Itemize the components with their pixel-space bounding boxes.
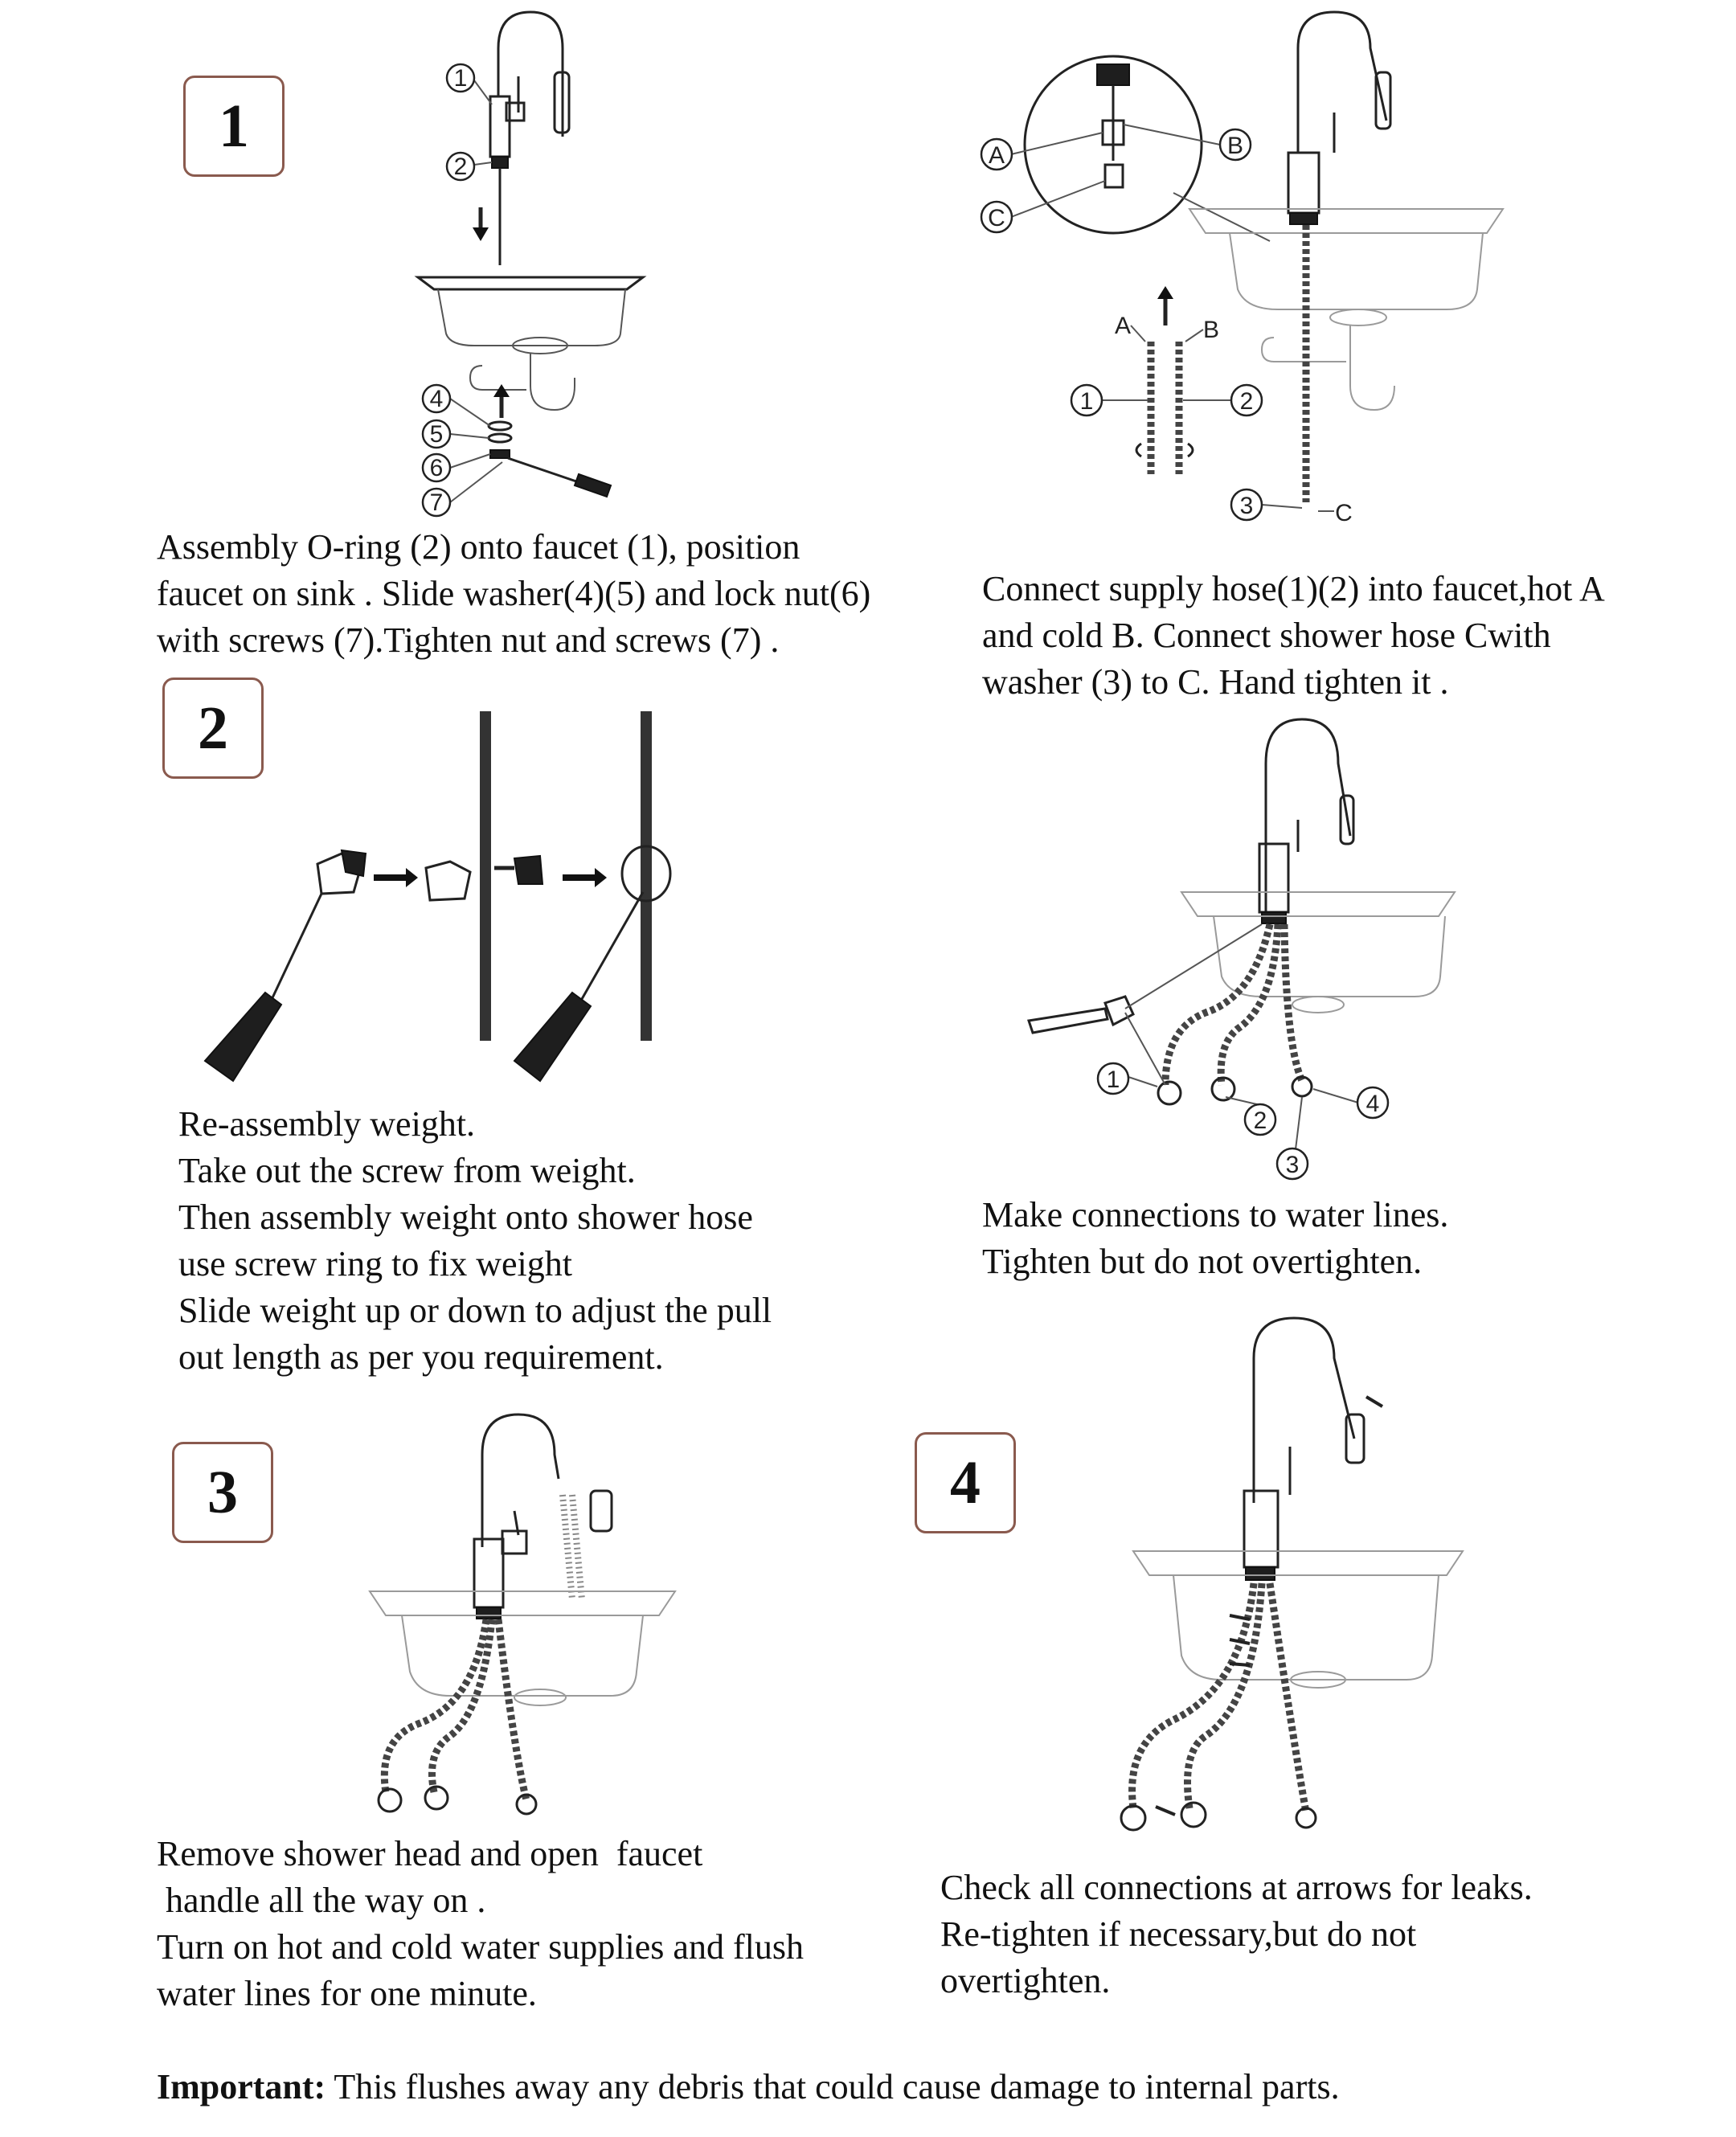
instruction-line: Make connections to water lines. (982, 1195, 1449, 1234)
instruction-line: out length as per you requirement. (178, 1337, 664, 1377)
callout-1: 1 (1079, 388, 1094, 415)
handle-base (502, 1531, 526, 1554)
p-trap (1350, 325, 1394, 410)
screwdriver-shaft-2 (579, 892, 643, 1005)
hose-segment-2 (641, 711, 652, 1041)
step-2-instructions (178, 1101, 772, 1381)
callout-1: 1 (1106, 1066, 1120, 1093)
step-4-instructions (940, 1865, 1533, 2004)
arrow-head (473, 227, 489, 241)
wrench-leader (1125, 924, 1262, 1009)
step-number: 4 (950, 1448, 981, 1517)
p-trap (530, 354, 575, 410)
instruction-line: Take out the screw from weight. (178, 1151, 636, 1190)
instruction-line: Remove shower head and open faucet (157, 1834, 703, 1873)
faucet-spout (1266, 719, 1350, 916)
arrow-spray (1366, 1397, 1382, 1406)
shower-hose (1270, 1583, 1306, 1812)
instruction-line: Connect supply hose(1)(2) into faucet,hot A (982, 569, 1605, 608)
valve-hot (379, 1789, 401, 1812)
callout-2: 2 (1253, 1107, 1267, 1134)
valve-cold (1181, 1803, 1206, 1827)
step-number: 1 (219, 92, 249, 160)
important-text: This flushes away any debris that could cause damage to internal parts. (326, 2067, 1340, 2106)
valve-hot (1158, 1082, 1181, 1104)
mount-nut (477, 1607, 501, 1619)
screwdriver-handle-2 (514, 993, 591, 1081)
instruction-line: Check all connections at arrows for leaks. (940, 1868, 1533, 1907)
hose-cold (1221, 924, 1278, 1085)
callout-3: 3 (1285, 1152, 1300, 1178)
instruction-line: faucet on sink . Slide washer(4)(5) and lock nut(6) (157, 574, 871, 613)
important-label: Important: (157, 2067, 326, 2106)
illustration-step-1 (418, 12, 643, 516)
illustration-supply-hoses (981, 12, 1503, 526)
weight-cap-2 (514, 856, 542, 884)
callout-1: 1 (453, 65, 468, 92)
sink-bowl (1214, 916, 1445, 997)
illustration-step-2 (205, 711, 670, 1081)
callout-7: 7 (429, 489, 444, 516)
callout-4: 4 (1365, 1091, 1380, 1117)
faucet-spout (1298, 12, 1386, 153)
hose-label-c: C (1335, 500, 1353, 526)
washer-5 (489, 434, 511, 442)
shower-hose (498, 1619, 526, 1800)
drain (1292, 997, 1344, 1013)
arrow-right-2 (563, 868, 607, 887)
callout-a: A (988, 142, 1005, 169)
important-note (157, 2064, 1340, 2110)
callout-3: 3 (1239, 493, 1254, 519)
mount-nut (1290, 213, 1317, 224)
sink-rim (370, 1591, 675, 1615)
weight (1296, 1808, 1316, 1828)
screwdriver-shaft-1 (269, 894, 321, 1005)
sink-rim (1189, 209, 1503, 233)
drain-pipe (470, 366, 526, 390)
callouts-water-connections (1098, 1063, 1388, 1179)
sink-rim (1181, 892, 1455, 916)
sink-bowl (402, 1615, 643, 1696)
detail-connector (1105, 165, 1123, 187)
faucet-spout (482, 1414, 559, 1547)
water-stream (563, 1495, 582, 1599)
rotate-arrows (1136, 444, 1193, 456)
hose-label-b: B (1202, 317, 1220, 343)
callouts-supply-hoses (981, 125, 1302, 520)
o-ring (492, 157, 508, 168)
mount-nut (1246, 1567, 1275, 1580)
callout-2: 2 (453, 154, 468, 180)
hose-segment-1 (480, 711, 491, 1041)
sink-bowl (1173, 1575, 1439, 1680)
faucet-body (1244, 1491, 1278, 1567)
drain (514, 1689, 566, 1705)
instruction-line: Re-assembly weight. (178, 1104, 476, 1144)
sink-rim (1133, 1551, 1463, 1575)
supply-hose-instructions (982, 566, 1605, 706)
step-1-instructions (157, 524, 870, 664)
instruction-line: Slide weight up or down to adjust the pull (178, 1291, 772, 1330)
instruction-line: Tighten but do not overtighten. (982, 1242, 1423, 1281)
arrow-head (1157, 286, 1173, 299)
hose-label-a: A (1114, 313, 1132, 339)
valve-hot (1121, 1806, 1145, 1830)
screwdriver-shaft (508, 458, 579, 482)
callout-6: 6 (429, 455, 444, 481)
drain (1330, 309, 1386, 325)
wrench-leader-2 (1125, 1013, 1165, 1085)
sink-bowl (1230, 233, 1483, 309)
screwdriver-handle (575, 474, 611, 497)
faucet-body (1259, 844, 1288, 912)
wrench-handle (1029, 1009, 1108, 1033)
screwdriver-handle-1 (205, 993, 281, 1081)
illustration-step-3 (370, 1414, 675, 1814)
instruction-line: overtighten. (940, 1961, 1111, 2000)
instruction-line: with screws (7).Tighten nut and screws (7) . (157, 620, 780, 660)
shower-head-removed (591, 1491, 612, 1531)
instruction-line: Re-tighten if necessary,but do not (940, 1914, 1417, 1954)
instruction-line: water lines for one minute. (157, 1974, 537, 2013)
arrow-right-1 (374, 868, 418, 887)
instruction-line: Turn on hot and cold water supplies and flush (157, 1927, 804, 1967)
callout-2: 2 (1239, 388, 1254, 415)
faucet-body (474, 1539, 503, 1607)
instruction-line: and cold B. Connect shower hose Cwith (982, 616, 1551, 655)
faucet-body (1288, 153, 1319, 213)
instruction-line: Then assembly weight onto shower hose (178, 1197, 753, 1237)
faucet-spout (498, 12, 563, 137)
lock-nut (490, 450, 510, 458)
instruction-line: use screw ring to fix weight (178, 1244, 572, 1283)
mount-nut (1262, 912, 1286, 923)
callout-4: 4 (429, 386, 444, 412)
sink-rim (418, 277, 643, 289)
detail-nut (1097, 64, 1129, 85)
faucet-spout (1254, 1318, 1354, 1503)
illustration-step-4 (1121, 1318, 1463, 1830)
illustration-water-connections (1029, 719, 1455, 1179)
water-connection-instructions (982, 1192, 1448, 1285)
step-number: 3 (207, 1458, 238, 1526)
step-number: 2 (198, 694, 228, 762)
washer-4 (489, 422, 511, 430)
step-3-instructions (157, 1831, 804, 2017)
instruction-line: Assembly O-ring (2) onto faucet (1), position (157, 527, 800, 567)
callout-c: C (988, 205, 1005, 231)
callout-b: B (1226, 133, 1244, 159)
weight-half (426, 862, 470, 900)
weight-cap (342, 850, 366, 876)
callout-5: 5 (429, 421, 444, 448)
instruction-line: washer (3) to C. Hand tighten it . (982, 662, 1449, 702)
instruction-line: handle all the way on . (157, 1881, 486, 1920)
